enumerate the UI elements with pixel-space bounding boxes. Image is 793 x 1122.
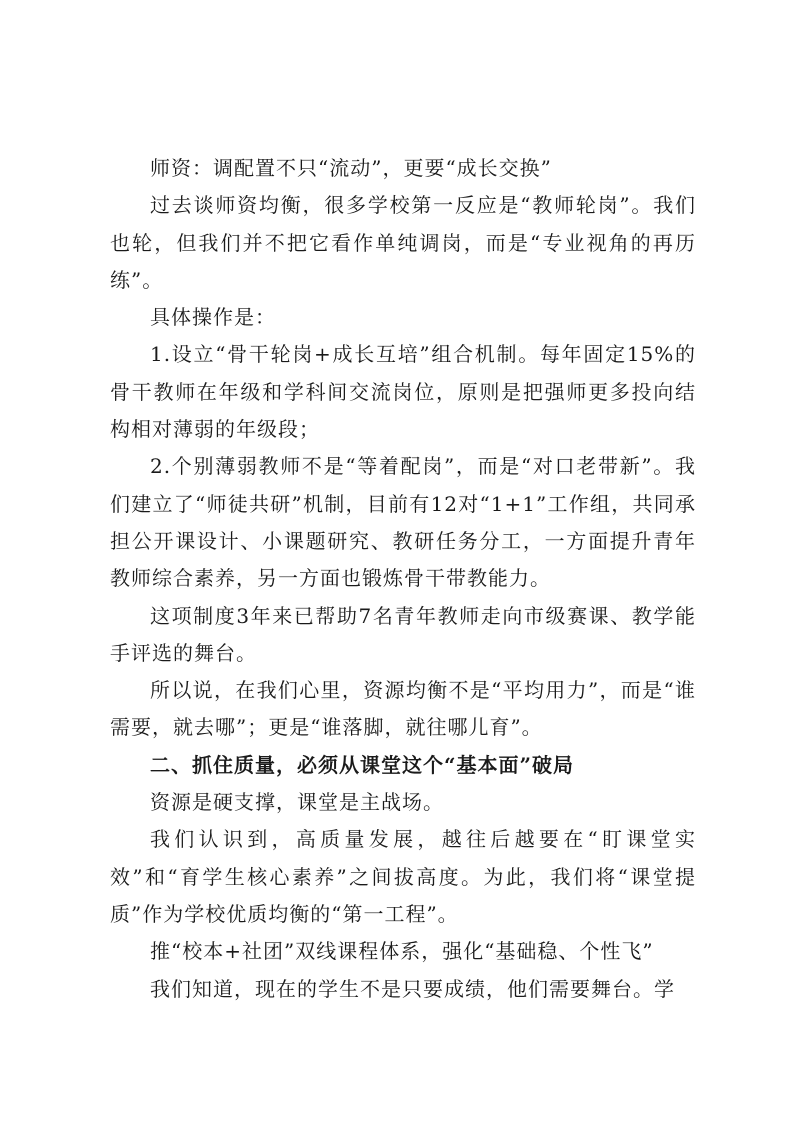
paragraph-item-2: 2.个别薄弱教师不是“等着配岗”，而是“对口老带新”。我们建立了“师徒共研”机制，目前有12对“1+1”工作组，共同承担公开课设计、小课题研究、教研任务分工，一方面提升青年教师综合素养，另一方面也锻炼骨干带教能力。 (110, 454, 696, 591)
paragraph-specific-operations: 具体操作是： (150, 305, 276, 330)
paragraph-teacher-resources-title: 师资：调配置不只“流动”，更要“成长交换” (150, 156, 552, 180)
document-body (110, 150, 696, 1008)
paragraph-teacher-rotation: 过去谈师资均衡，很多学校第一反应是“教师轮岗”。我们也轮，但我们并不把它看作单纯调岗，而是“专业视角的再历练”。 (110, 193, 696, 292)
paragraph-item-1: 1.设立“骨干轮岗+成长互培”组合机制。每年固定15%的骨干教师在年级和学科间交流岗位，原则是把强师更多投向结构相对薄弱的年级段； (110, 342, 696, 442)
paragraph-high-quality-development: 我们认识到，高质量发展，越往后越要在“盯课堂实效”和“育学生核心素养”之间拔高度。为此，我们将“课堂提质”作为学校优质均衡的“第一工程”。 (110, 827, 696, 926)
paragraph-system-results: 这项制度3年来已帮助7名青年教师走向市级赛课、教学能手评选的舞台。 (110, 603, 696, 665)
section-heading-quality: 二、抓住质量，必须从课堂这个“基本面”破局 (150, 752, 575, 777)
paragraph-students-need-stage: 我们知道，现在的学生不是只要成绩，他们需要舞台。学 (150, 976, 675, 1001)
paragraph-classroom-battlefield: 资源是硬支撑，课堂是主战场。 (150, 790, 444, 815)
paragraph-summary: 所以说，在我们心里，资源均衡不是“平均用力”，而是“谁需要，就去哪”；更是“谁落脚，就往哪儿育”。 (110, 678, 696, 740)
paragraph-curriculum-system: 推“校本+社团”双线课程体系，强化“基础稳、个性飞” (150, 939, 654, 964)
